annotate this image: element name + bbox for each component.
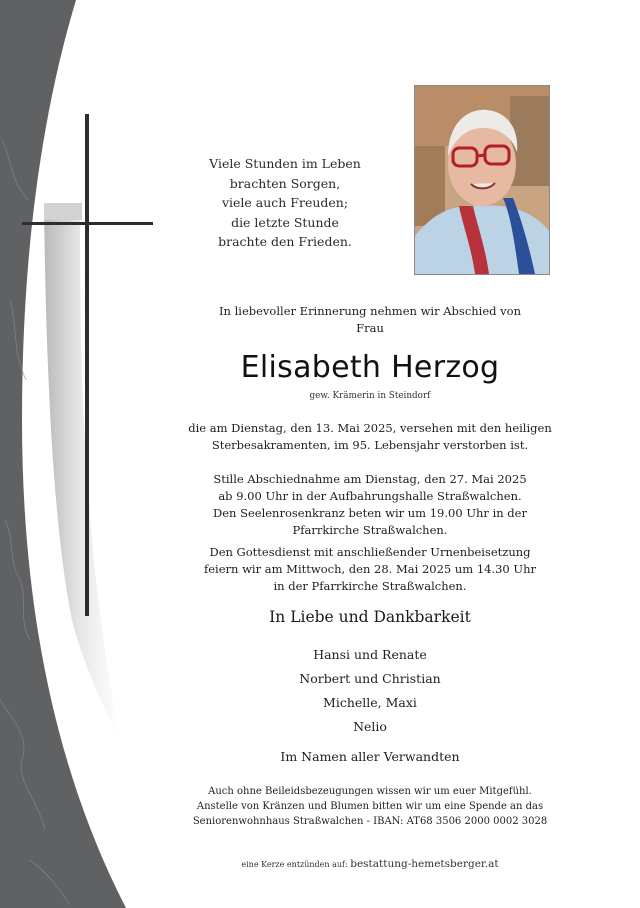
marble-band-decoration <box>0 0 150 908</box>
poem-line: Viele Stunden im Leben <box>209 156 361 171</box>
family-closing: Im Namen aller Verwandten <box>280 749 460 764</box>
family-member: Hansi und Renate <box>313 647 427 662</box>
service-line: Den Gottesdienst mit anschließender Urnenbeisetzung <box>209 545 531 559</box>
love-heading: In Liebe und Dankbarkeit <box>269 608 471 626</box>
footer-prefix: eine Kerze entzünden auf: <box>241 860 348 869</box>
closing-note <box>170 784 570 829</box>
intro-text <box>170 303 570 337</box>
poem-line: die letzte Stunde <box>231 214 339 230</box>
intro-line: In liebevoller Erinnerung nehmen wir Abschied von <box>219 304 521 318</box>
footer <box>170 858 570 870</box>
farewell-line: Stille Abschiednahme am Dienstag, den 27. Mai 2025 <box>213 472 527 486</box>
poem-line: brachte den Frieden. <box>218 234 352 249</box>
poem-line: viele auch Freuden; <box>221 195 349 210</box>
closing-line: Anstelle von Kränzen und Blumen bitten wir um eine Spende an das <box>196 801 544 812</box>
cross-vertical-beam <box>85 114 89 616</box>
deceased-name: Elisabeth Herzog <box>240 350 500 385</box>
farewell-line: Den Seelenrosenkranz beten wir um 19.00 Uhr in der <box>213 506 527 520</box>
closing-line: Seniorenwohnhaus Straßwalchen - IBAN: AT68 3506 2000 0002 3028 <box>192 816 548 827</box>
service-line: feiern wir am Mittwoch, den 28. Mai 2025 um 14.30 Uhr <box>203 562 537 576</box>
intro-line: Frau <box>356 321 384 335</box>
farewell-line: ab 9.00 Uhr in der Aufbahrungshalle Straßwalchen. <box>218 489 522 503</box>
portrait-illustration <box>415 86 549 274</box>
closing-line: Auch ohne Beileidsbezeugungen wissen wir um euer Mitgefühl. <box>208 786 532 797</box>
portrait-photo <box>414 85 550 275</box>
deceased-occupation: gew. Krämerin in Steindorf <box>309 391 431 401</box>
family-member: Michelle, Maxi <box>323 695 417 710</box>
family-member: Nelio <box>353 719 387 734</box>
service-details <box>170 544 570 595</box>
poem-line: brachten Sorgen, <box>229 175 341 191</box>
family-member: Norbert und Christian <box>299 671 441 686</box>
poem <box>195 154 375 252</box>
farewell-details <box>170 471 570 539</box>
service-line: in der Pfarrkirche Straßwalchen. <box>273 579 467 593</box>
death-line: Sterbesakramenten, im 95. Lebensjahr verstorben ist. <box>211 438 529 452</box>
family-list <box>170 643 570 769</box>
death-line: die am Dienstag, den 13. Mai 2025, versehen mit den heiligen <box>188 421 552 435</box>
farewell-line: Pfarrkirche Straßwalchen. <box>292 523 448 537</box>
death-notice <box>170 420 570 454</box>
cross-horizontal-beam <box>22 222 153 225</box>
footer-website-link[interactable]: bestattung-hemetsberger.at <box>350 858 499 870</box>
